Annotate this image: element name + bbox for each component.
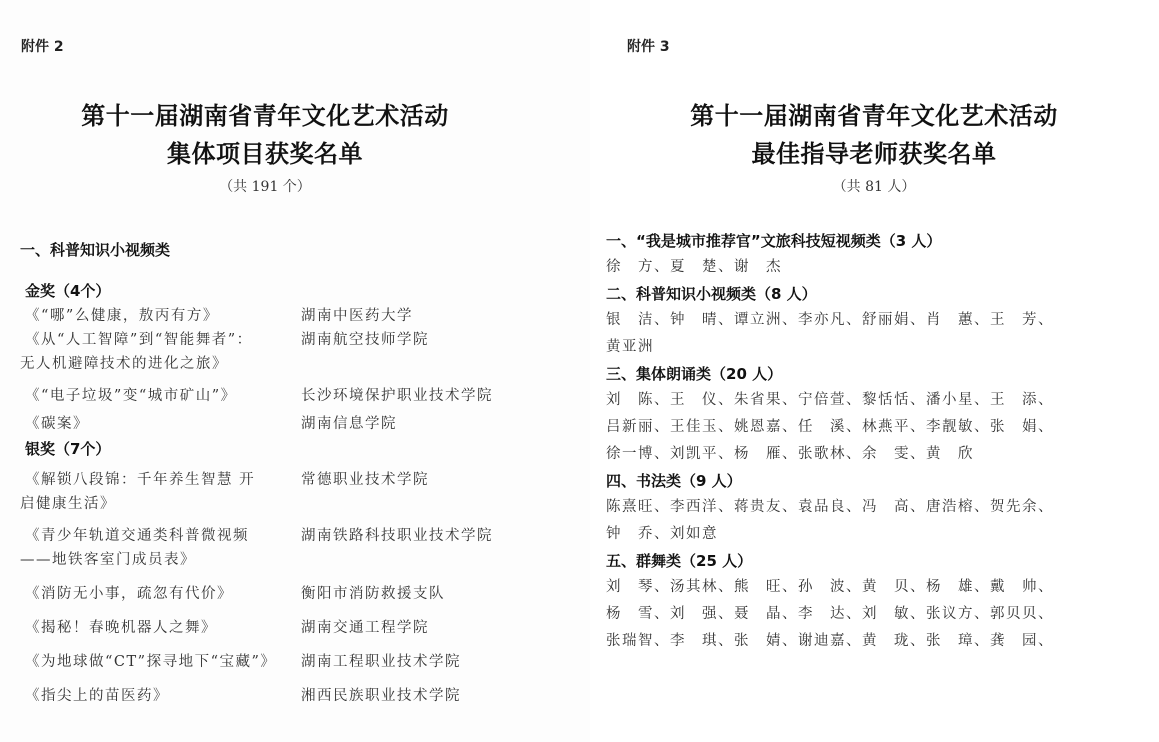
organization: 湖南航空技师学院 (301, 332, 429, 348)
award-entry (20, 616, 580, 640)
award-entry (20, 384, 580, 408)
organization: 湖南铁路科技职业技术学院 (301, 528, 493, 544)
name-line: 刘 陈、王 仪、朱省果、宁倍萱、黎恬恬、潘小星、王 添、 (606, 392, 1054, 408)
award-list (20, 236, 580, 708)
section-heading: 一、“我是城市推荐官”文旅科技短视频类（3 人） (606, 232, 942, 250)
organization: 常德职业技术学院 (301, 472, 429, 488)
silver-award-heading: 银奖（7个） (25, 440, 111, 458)
work-title: 《揭秘！春晚机器人之舞》 (25, 620, 217, 636)
name-line: 吕新丽、王佳玉、姚恩嘉、任 溪、林燕平、李靓敏、张 娟、 (606, 419, 1054, 435)
award-entry (20, 524, 580, 572)
work-title: 《“电子垃圾”变“城市矿山”》 (25, 388, 237, 404)
attachment-3-page (590, 0, 1159, 742)
name-line: 刘 琴、汤其林、熊 旺、孙 波、黄 贝、杨 雄、戴 帅、 (606, 579, 1054, 595)
organization: 湖南中医药大学 (301, 308, 413, 324)
teacher-list (606, 228, 1146, 655)
document-title-line1: 第十一届湖南省青年文化艺术活动 (690, 101, 1058, 130)
name-line: 银 洁、钟 晴、谭立洲、李亦凡、舒丽娟、肖 蕙、王 芳、 (606, 312, 1054, 328)
name-list (606, 494, 1146, 548)
section-heading: 四、书法类（9 人） (606, 472, 742, 490)
work-title-cont: 无人机避障技术的进化之旅》 (20, 356, 228, 372)
gold-award-heading: 金奖（4个） (25, 282, 111, 300)
work-title: 《从“人工智障”到“智能舞者”： (25, 332, 253, 348)
work-title: 《“哪”么健康，敖丙有方》 (25, 308, 219, 324)
organization: 湖南交通工程学院 (301, 620, 429, 636)
total-count: （共 191 个） (219, 179, 311, 195)
work-title: 《解锁八段锦：千年养生智慧 开 (25, 472, 256, 488)
work-title: 《碳案》 (25, 416, 89, 432)
section-heading: 一、科普知识小视频类 (20, 241, 171, 259)
organization: 湘西民族职业技术学院 (301, 688, 461, 704)
award-entry (20, 650, 580, 674)
organization: 湖南工程职业技术学院 (301, 654, 461, 670)
award-entry (20, 582, 580, 606)
organization: 衡阳市消防救援支队 (301, 586, 445, 602)
name-line: 陈熹旺、李西洋、蒋贵友、袁品良、冯 高、唐浩榕、贺先余、 (606, 499, 1054, 515)
name-list (606, 387, 1146, 468)
name-line: 杨 雪、刘 强、聂 晶、李 达、刘 敏、张议方、郭贝贝、 (606, 606, 1054, 622)
name-list (606, 307, 1146, 361)
award-entry (20, 412, 580, 436)
name-line: 徐一博、刘凯平、杨 雁、张歌林、余 雯、黄 欣 (606, 446, 974, 462)
name-line: 徐 方、夏 楚、谢 杰 (606, 259, 782, 275)
work-title: 《消防无小事，疏忽有代价》 (25, 586, 233, 602)
name-list (606, 574, 1146, 655)
name-line: 黄亚洲 (606, 339, 654, 355)
work-title: 《青少年轨道交通类科普微视频 (25, 528, 249, 544)
award-entry (20, 468, 580, 516)
organization: 湖南信息学院 (301, 416, 397, 432)
work-title-cont: ——地铁客室门成员表》 (20, 552, 196, 568)
award-entry (20, 304, 580, 328)
section-heading: 五、群舞类（25 人） (606, 552, 753, 570)
work-title: 《指尖上的苗医药》 (25, 688, 169, 704)
document-title-line2: 集体项目获奖名单 (167, 139, 363, 168)
work-title-cont: 启健康生活》 (20, 496, 116, 512)
name-line: 钟 乔、刘如意 (606, 526, 718, 542)
document-title-line1: 第十一届湖南省青年文化艺术活动 (81, 101, 449, 130)
award-entry (20, 684, 580, 708)
total-count: （共 81 人） (832, 179, 916, 195)
name-list (606, 254, 1146, 281)
document-title-line2: 最佳指导老师获奖名单 (751, 139, 997, 168)
section-heading: 二、科普知识小视频类（8 人） (606, 285, 817, 303)
award-entry (20, 328, 580, 376)
attachment-label: 附件 3 (627, 39, 670, 55)
attachment-label: 附件 2 (21, 39, 64, 55)
organization: 长沙环境保护职业技术学院 (301, 388, 493, 404)
section-heading: 三、集体朗诵类（20 人） (606, 365, 783, 383)
work-title: 《为地球做“CT”探寻地下“宝藏”》 (25, 654, 277, 670)
name-line: 张瑞智、李 琪、张 婧、谢迪嘉、黄 珑、张 璋、龚 园、 (606, 633, 1054, 649)
